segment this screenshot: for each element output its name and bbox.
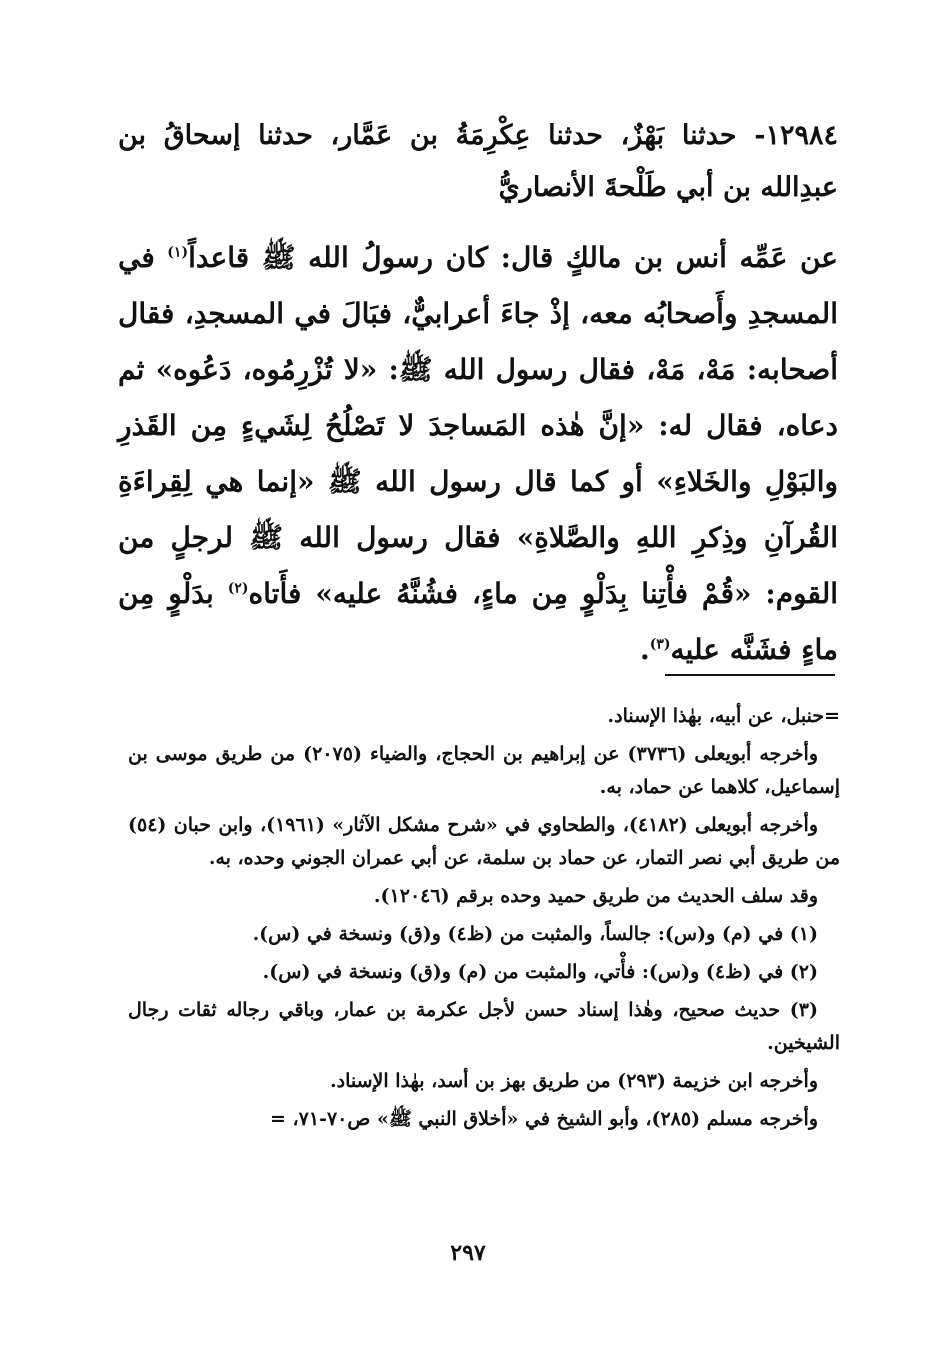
hadith-text: [118, 110, 838, 678]
footnote-line: وقد سلف الحديث من طريق حميد وحده برقم (١٢٠٤٦).: [373, 885, 818, 907]
footnote-ref-2[interactable]: (٢): [227, 580, 249, 597]
footnote-2: (٢) في (ظ٤) و(س): فأْتي، والمثبت من (م) و(ق) ونسخة في (س).: [262, 961, 818, 983]
footnotes: [128, 700, 840, 1141]
matn-part-2: في المسجدِ وأَصحابُه معه، إذْ جاءَ أعرابيٌّ، فبَالَ في المسجدِ، فقال أصحابه: مَهْ، مَهْ، فقال رسول الله ﷺ: «لا تُزْرِمُوه، دَعُوه» ثم دعاه، فقال له: «إنَّ هٰذه المَساجدَ لا تَصْلُحُ لِشَيءٍ مِن القَذرِ والبَوْلِ والخَلاءِ» أو كما قال رسول الله ﷺ «إنما هي لِقِراءَةِ القُرآنِ وذِكرِ اللهِ والصَّلاةِ» فقال رسول الله ﷺ لرجلٍ من القوم: «قُمْ فأْتِنا بِدَلْوٍ مِن ماءٍ، فشُنَّهُ عليه» فأَتاه: [118, 241, 839, 610]
footnote-1: (١) في (م) و(س): جالساً، والمثبت من (ظ٤) و(ق) ونسخة في (س).: [252, 923, 818, 945]
footnote-line: وأخرجه أبويعلى (٤١٨٢)، والطحاوي في «شرح مشكل الآثار» (١٩٦١)، وابن حبان (٥٤) من طريق أبي نصر التمار، عن حماد بن سلمة، عن أبي عمران الجوني وحده، به.: [128, 814, 840, 869]
footnote-ref-3[interactable]: (٣): [649, 636, 671, 653]
hadith-matn: [118, 230, 838, 678]
matn-part-3: بدَلْوٍ مِن ماءٍ فشَنَّه عليه: [118, 577, 838, 666]
footnote-line: =حنبل، عن أبيه، بهٰذا الإسناد.: [607, 705, 840, 727]
matn-part-1: عن عَمِّه أنس بن مالكٍ قال: كان رسولُ الله ﷺ قاعداً: [188, 241, 838, 274]
footnote-separator: [665, 674, 835, 676]
footnote-line: وأخرجه مسلم (٢٨٥)، وأبو الشيخ في «أخلاق النبي ﷺ» ص٧٠-٧١، =: [269, 1108, 818, 1130]
footnote-line: وأخرجه ابن خزيمة (٢٩٣) من طريق بهز بن أسد، بهٰذا الإسناد.: [330, 1070, 818, 1092]
footnote-3: (٣) حديث صحيح، وهٰذا إسناد حسن لأجل عكرمة بن عمار، وباقي رجاله ثقات رجال الشيخين.: [128, 999, 840, 1054]
footnote-ref-1[interactable]: (١): [167, 244, 189, 261]
hadith-isnad: ١٢٩٨٤- حدثنا بَهْزٌ، حدثنا عِكْرِمَةُ بن عَمَّار، حدثنا إسحاقُ بن عبدِالله بن أبي طَلْحةَ الأنصاريُّ: [118, 120, 838, 203]
page-number: ٢٩٧: [450, 1240, 486, 1266]
footnote-line: وأخرجه أبويعلى (٣٧٣٦) عن إبراهيم بن الحجاج، والضياء (٢٠٧٥) من طريق موسى بن إسماعيل، كلاهما عن حماد، به.: [128, 743, 840, 798]
matn-part-4: .: [640, 633, 650, 666]
